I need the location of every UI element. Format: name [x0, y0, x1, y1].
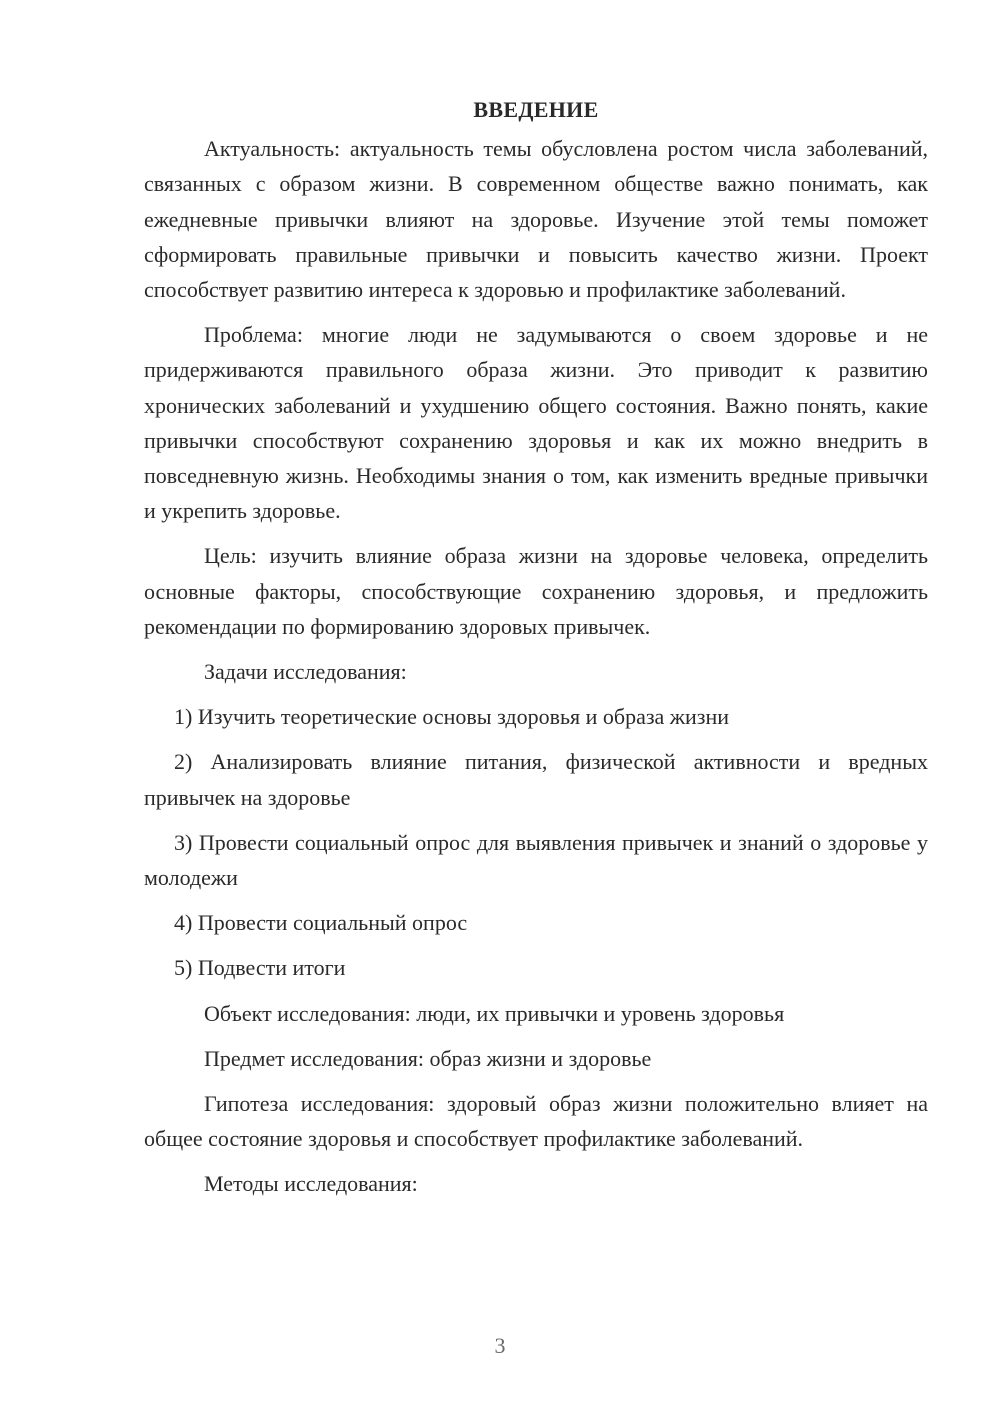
page-number: 3	[494, 1333, 506, 1358]
section-title: ВВЕДЕНИЕ	[473, 97, 599, 122]
page-content	[144, 92, 928, 1212]
task-item: 2) Анализировать влияние питания, физической активности и вредных привычек на здоровье	[144, 749, 928, 810]
task-item: 5) Подвести итоги	[174, 955, 346, 981]
task-item: 1) Изучить теоретические основы здоровья и образа жизни	[174, 704, 730, 730]
methods-heading: Методы исследования:	[204, 1171, 418, 1197]
problem-paragraph: Проблема: многие люди не задумываются о своем здоровье и не придерживаются правильного образа жизни. Это приводит к развитию хронических заболеваний и ухудшению общего состояния. Важно понять, какие привычки способствуют сохранению здоровья и как их можно внедрить в повседневную жизнь. Необходимы знания о том, как изменить вредные привычки и укрепить здоровье.	[144, 322, 928, 524]
research-subject: Предмет исследования: образ жизни и здоровье	[204, 1045, 652, 1071]
tasks-heading: Задачи исследования:	[204, 659, 407, 685]
relevance-paragraph: Актуальность: актуальность темы обусловлена ростом числа заболеваний, связанных с образом жизни. В современном обществе важно понимать, как ежедневные привычки влияют на здоровье. Изучение этой темы поможет сформировать правильные привычки и повысить качество жизни. Проект способствует развитию интереса к здоровью и профилактике заболеваний.	[144, 136, 928, 303]
goal-paragraph: Цель: изучить влияние образа жизни на здоровье человека, определить основные факторы, способствующие сохранению здоровья, и предложить рекомендации по формированию здоровых привычек.	[144, 543, 928, 639]
task-item: 4) Провести социальный опрос	[174, 910, 468, 936]
research-object: Объект исследования: люди, их привычки и уровень здоровья	[204, 1000, 785, 1026]
research-hypothesis: Гипотеза исследования: здоровый образ жизни положительно влияет на общее состояние здоровья и способствует профилактике заболеваний.	[144, 1091, 928, 1152]
task-item: 3) Провести социальный опрос для выявления привычек и знаний о здоровье у молодежи	[144, 829, 928, 891]
